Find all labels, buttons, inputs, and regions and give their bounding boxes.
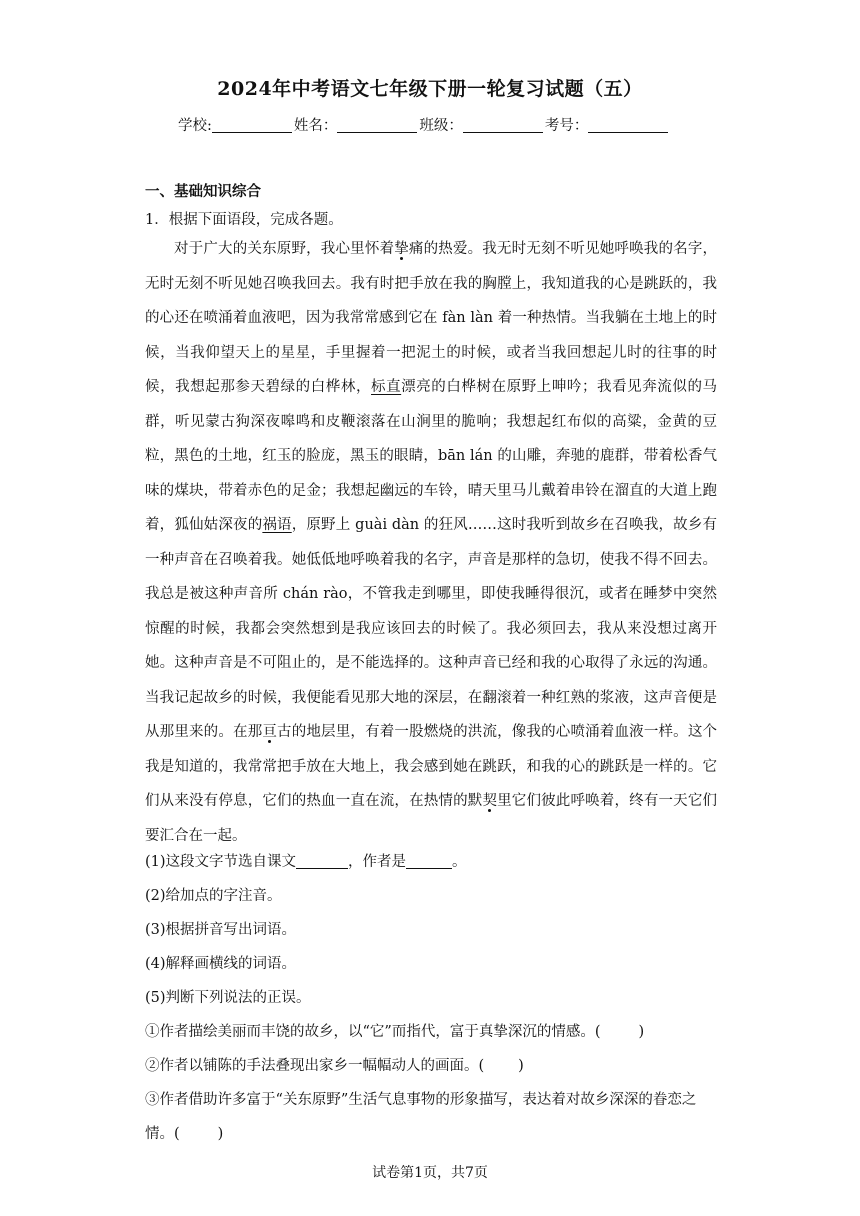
underlined-word: 祸语 [262, 517, 292, 533]
dotted-char: 挚 [394, 241, 409, 257]
subquestion-1 [145, 850, 735, 871]
close-paren: ) [638, 1024, 645, 1040]
judgment-text: 情。( [145, 1126, 180, 1142]
name-blank [337, 117, 417, 133]
judgment-item-1 [145, 1020, 735, 1041]
class-label: 班级： [419, 118, 463, 134]
q1-text: (1)这段文字节选自课文 [145, 854, 297, 870]
subquestion-5: (5)判断下列说法的正误。 [145, 990, 311, 1006]
question-stem: 1．根据下面语段，完成各题。 [145, 212, 343, 228]
student-info-line [178, 114, 670, 135]
school-label: 学校: [178, 118, 212, 134]
judgment-item-3: ③作者借助许多富于“关东原野”生活气息事物的形象描写，表达着对故乡深深的眷恋之 [145, 1092, 697, 1108]
passage-text: ，原野上 guài dàn 的狂风……这时我听到故乡在召唤我，故乡有一种声音在召唤着我。她低低地呼唤着我的名字，声音是那样的急切，使我不得不回去。我总是被这种声音所 chán rào，不管我走到哪里，即使我睡得很沉，或者在睡梦中突然惊醒的时候，我都会突然想到是我应该回去的时候了。我必须回去，我从来没想过离开她。这种声音是不可阻止的，是不能选择的。这种声音已经和我的心取得了永远的沟通。当我记起故乡的时候，我便能看见那大地的深层，在翻滚着一种红熟的浆液，这声音便是从那里来的。在那 [145, 517, 717, 740]
subquestion-2: (2)给加点的字注音。 [145, 888, 282, 904]
page-footer: 试卷第1页，共7页 [372, 1165, 488, 1181]
close-paren: ) [217, 1126, 224, 1142]
judgment-item-3-cont [145, 1122, 735, 1143]
page-title: 2024年中考语文七年级下册一轮复习试题（五） [217, 78, 643, 100]
judgment-text: ②作者以铺陈的手法叠现出家乡一幅幅动人的画面。( [145, 1058, 485, 1074]
number-label: 考号： [544, 118, 589, 134]
judgment-item-2 [145, 1054, 735, 1075]
reading-passage [145, 232, 717, 853]
dotted-char: 契 [482, 793, 498, 809]
underlined-word: 标直 [371, 379, 402, 395]
subquestion-4: (4)解释画横线的词语。 [145, 956, 297, 972]
section-heading: 一、基础知识综合 [145, 183, 261, 200]
answer-blank[interactable] [406, 853, 452, 869]
passage-text: 古的地层里，有着一股燃烧的洪流，像我的心喷涌着血液一样。这个我是知道的，我常常把手放在大地上，我会感到她在跳跃，和我的心的跳跃是一样的。它们从来没有停息，它们的热血一直在流，在热情的默 [145, 724, 718, 809]
passage-text: 痛的热爱。我无时无刻不听见她呼唤我的名字，无时无刻不听见她召唤我回去。我有时把手放在我的胸膛上，我知道我的心是跳跃的，我的心还在喷涌着血液吧，因为我常常感到它在 fàn làn 着一种热情。当我躺在土地上的时候，当我仰望天上的星星，手里握着一把泥土的时候，或者当我回想起儿时的往事的时候，我想起那参天碧绿的白桦林， [145, 241, 718, 395]
class-blank [463, 117, 543, 133]
judgment-text: ①作者描绘美丽而丰饶的故乡，以“它”而指代，富于真挚深沉的情感。( [145, 1024, 601, 1040]
number-blank [588, 117, 668, 133]
passage-text: 漂亮的白桦树在原野上呻吟；我看见奔流似的马群，听见蒙古狗深夜嗥鸣和皮鞭滚落在山涧里的脆响；我想起红布似的高粱，金黄的豆粒，黑色的土地，红玉的脸庞，黑玉的眼睛，bān lán 的山雕，奔驰的鹿群，带着松香气味的煤块，带着赤色的足金；我想起幽远的车铃，晴天里马儿戴着串铃在溜直的大道上跑着，狐仙姑深夜的 [145, 379, 718, 533]
q1-text: 。 [452, 854, 467, 870]
dotted-char: 亘 [262, 724, 278, 740]
close-paren: ) [518, 1058, 524, 1074]
subquestion-3: (3)根据拼音写出词语。 [145, 922, 297, 938]
passage-text: 里它们彼此呼唤着，终有一天它们要汇合在一起。 [145, 793, 718, 844]
passage-text: 对于广大的关东原野，我心里怀着 [174, 241, 395, 257]
q1-text: ，作者是 [348, 854, 407, 870]
answer-blank[interactable] [296, 853, 348, 869]
school-blank [212, 117, 292, 133]
name-label: 姓名： [293, 118, 338, 134]
